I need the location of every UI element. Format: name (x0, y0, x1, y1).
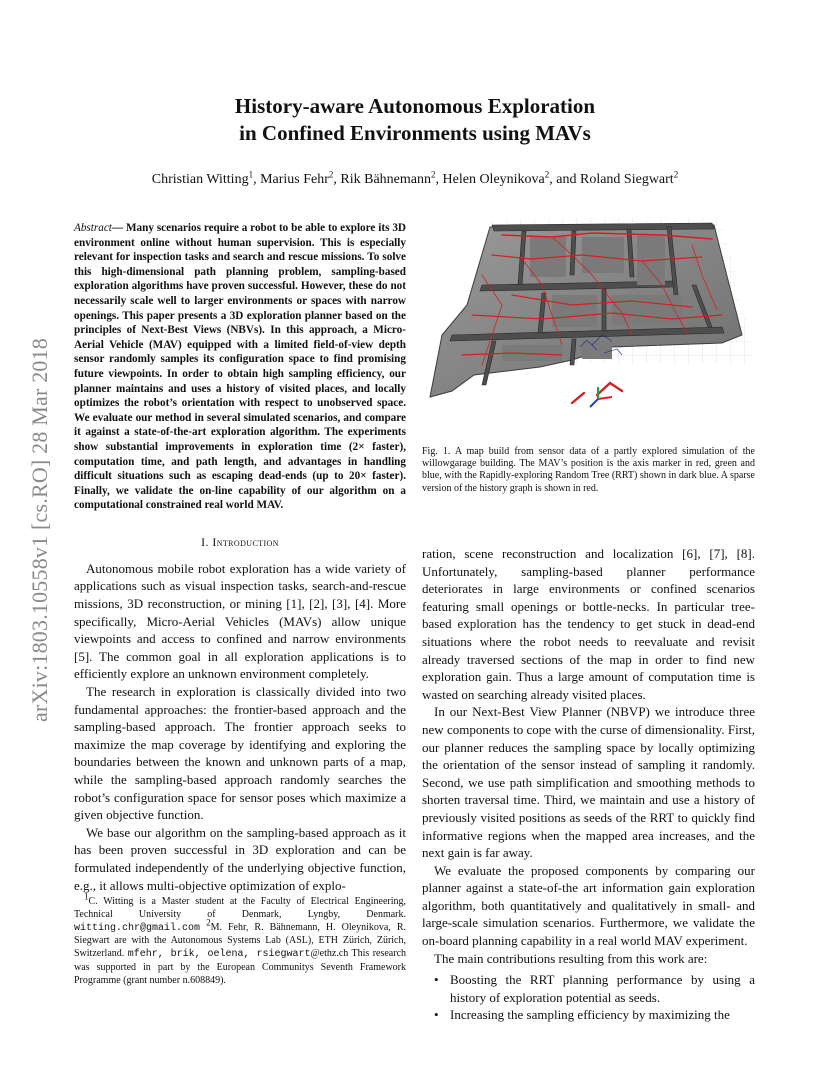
title-line-2: in Confined Environments using MAVs (239, 121, 591, 145)
body-paragraph: The main contributions resulting from this work are: (434, 950, 708, 966)
author: Roland Siegwart$^2$ (579, 169, 679, 187)
section-title: Introduction (212, 534, 279, 549)
figure-caption: Fig. 1. A map build from sensor data of a partly explored simulation of the willowgarage building. The MAV’s position is the axis marker in red, green and blue, with the Rapidly-exploring Random Tree (RRT) shown in dark blue. A sparse version of the history graph is shown in red. (422, 446, 755, 494)
email-address: witting.chr@gmail.com (74, 922, 201, 934)
bullet-icon: • (434, 1007, 439, 1023)
bullet-icon: • (434, 972, 439, 988)
abstract-label: Abstract (74, 222, 112, 234)
section-number: I. (201, 534, 209, 549)
author-list (80, 169, 750, 188)
list-item: • Boosting the RRT planning performance by using a history of exploration potential as seeds. (434, 972, 755, 1005)
section-heading (74, 535, 406, 550)
title-line-1: History-aware Autonomous Exploration (234, 94, 596, 118)
right-column (422, 545, 755, 1024)
list-item: • Increasing the sampling efficiency by maximizing the (434, 1007, 730, 1023)
contributions-list (422, 971, 755, 1024)
arxiv-identifier (20, 290, 60, 770)
arxiv-identifier-text: arXiv:1803.10558v1 [cs.RO] 28 Mar 2018 (27, 338, 52, 722)
email-address: mfehr, brik, oelena, rsiegwart (127, 949, 311, 961)
figure-1-map (422, 215, 755, 420)
body-paragraph: We evaluate the proposed components by comparing our planner against a state-of-the art information gain exploration algorithm, both quantitatively and qualitatively in small- and large-scale simulation scenarios. Furthermore, we validate the on-board planning capability in a real world MAV experiment. (422, 862, 755, 949)
author: Christian Witting$^1$, (151, 169, 261, 187)
body-paragraph: Autonomous mobile robot exploration has a wide variety of applications such as visual inspection tasks, search-and-rescue missions, 3D reconstruction, or mining [1], [2], [3], [4]. More specifically, Micro-Aerial Vehicles (MAVs) allow unique viewpoints and access to confined and narrow environments [5]. The common goal in all exploration applications is to efficiently explore an unknown environment completely. (74, 560, 406, 682)
abstract-text: — Many scenarios require a robot to be able to explore its 3D environment online without human supervision. This is especially relevant for inspection tasks and search and rescue missions. To solve this high-dimensional path planning problem, sampling-based exploration algorithms have proven successful. However, these do not necessarily scale well to larger environments or spaces with narrow openings. This paper presents a 3D exploration planner based on the principles of Next-Best Views (NBVs). In this approach, a Micro-Aerial Vehicle (MAV) equipped with a limited field-of-view depth sensor randomly samples its configuration space to find promising future viewpoints. In order to obtain high sampling efficiency, our planner maintains and uses a history of visited places, and locally optimizes the robot’s orientation with respect to unobserved space. We evaluate our method in several simulated scenarios, and compare it against a state-of-the-art exploration algorithm. The experiments show substantial improvements in exploration time (2× faster), computation time, and path length, and advantages in handling difficult situations such as escaping dead-ends (up to 20× faster). Finally, we validate the on-line capability of our algorithm on a computational constrained real world MAV. (74, 222, 406, 512)
footnote: $^1$C. Witting is a Master student at the Faculty of Electrical Engineering, Technical University of Denmark, Lyngby, Denmark. witting.chr@gmail.com $^2$M. Fehr, R. Bähnemann, H. Oleynikova, R. Siegwart are with the Autonomous Systems Lab (ASL), ETH Zürich, Zürich, Switzerland. mfehr, brik, oelena, rsiegwart@ethz.ch This research was supported in part by the European Communitys Seventh Framework Programme (grant number n.608849). (74, 891, 407, 986)
abstract (74, 221, 406, 513)
exploration-map-image (422, 215, 755, 420)
body-paragraph: The research in exploration is classically divided into two fundamental approaches: the frontier-based approach and the sampling-based approach. The frontier approach seeks to maximize the map coverage by identifying and exploring the boundaries between the known and unknown parts of a map, while the sampling-based approach randomly searches the robot’s configuration space for sensor poses which maximize a given objective function. (74, 684, 406, 823)
left-column (74, 221, 406, 894)
author: Marius Fehr$^2$, (260, 169, 341, 187)
author: Rik Bähnemann$^2$, (340, 169, 443, 187)
author: Helen Oleynikova$^2$, and (442, 169, 580, 187)
paper-title (100, 93, 730, 147)
body-paragraph: We base our algorithm on the sampling-based approach as it has been proven successful in 3D exploration and can be formulated independently of the underlying objective function, e.g., it allows multi-objective optimization of explo- (74, 824, 406, 893)
body-paragraph: In our Next-Best View Planner (NBVP) we introduce three new components to cope with the curse of dimensionality. First, our planner reduces the sampling space by locally optimizing the orientation of the sensor instead of sampling it randomly. Second, we use path simplification and smoothing methods to shorten traversal time. Third, we maintain and use a history of previously visited positions as seeds of the RRT to quickly find informative regions when the mapped area increases, and the next gain is far away. (422, 704, 755, 861)
body-paragraph: ration, scene reconstruction and localization [6], [7], [8]. Unfortunately, sampling-based planner performance deteriorates in large environments or confined scenarios featuring small openings or bottle-necks. In particular tree-based exploration has the tendency to get stuck in dead-end situations where the robot needs to reevaluate and revisit already traversed sections of the map in order to find new exploration gain. Thus a large amount of computation time is wasted on searching already visited places. (422, 546, 755, 702)
